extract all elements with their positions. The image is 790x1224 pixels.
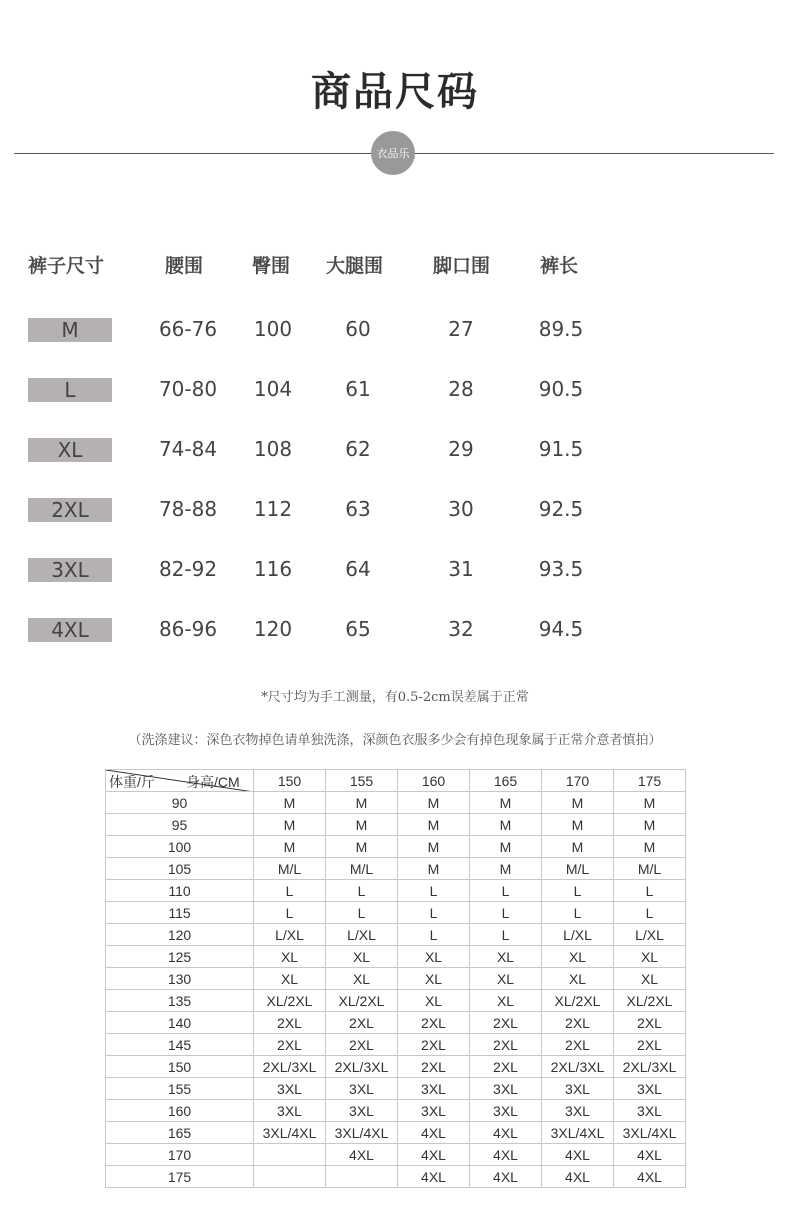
size-cell: XL bbox=[326, 946, 398, 968]
size-cell: M bbox=[470, 814, 542, 836]
corner-height-label: 身高/CM bbox=[186, 774, 240, 790]
size-cell: M bbox=[614, 836, 686, 858]
table-row bbox=[106, 946, 686, 968]
size-value: 82-92 bbox=[158, 557, 218, 581]
size-value: 62 bbox=[345, 437, 371, 461]
size-cell: XL bbox=[398, 946, 470, 968]
weight-cell: 130 bbox=[106, 968, 254, 990]
size-cell: 3XL bbox=[326, 1078, 398, 1100]
table-row bbox=[106, 1166, 686, 1188]
size-cell: 2XL bbox=[542, 1012, 614, 1034]
size-cell: 3XL/4XL bbox=[614, 1122, 686, 1144]
grid-corner bbox=[106, 770, 254, 792]
weight-cell: 95 bbox=[106, 814, 254, 836]
size-cell: 3XL/4XL bbox=[254, 1122, 326, 1144]
height-header: 165 bbox=[470, 770, 542, 792]
size-cell: M bbox=[398, 858, 470, 880]
table-row bbox=[106, 858, 686, 880]
size-value: 86-96 bbox=[158, 617, 218, 641]
size-cell: XL bbox=[542, 946, 614, 968]
size-table-header: 脚口围 bbox=[433, 255, 491, 277]
size-table-header: 大腿围 bbox=[326, 255, 384, 277]
size-cell: 2XL bbox=[398, 1012, 470, 1034]
weight-cell: 110 bbox=[106, 880, 254, 902]
size-value: 64 bbox=[345, 557, 371, 581]
size-value: 91.5 bbox=[538, 437, 584, 461]
table-row bbox=[106, 792, 686, 814]
size-value: 27 bbox=[448, 317, 474, 341]
size-recommend-table bbox=[105, 769, 686, 1188]
size-cell: 3XL bbox=[254, 1078, 326, 1100]
size-cell: XL bbox=[542, 968, 614, 990]
size-cell: M/L bbox=[326, 858, 398, 880]
size-cell: 3XL bbox=[542, 1100, 614, 1122]
size-label: XL bbox=[28, 438, 112, 462]
size-cell: XL bbox=[470, 968, 542, 990]
size-cell: XL bbox=[470, 990, 542, 1012]
height-header: 170 bbox=[542, 770, 614, 792]
size-cell: 4XL bbox=[398, 1144, 470, 1166]
size-cell: L/XL bbox=[326, 924, 398, 946]
weight-cell: 145 bbox=[106, 1034, 254, 1056]
size-cell: 2XL bbox=[254, 1034, 326, 1056]
size-cell: 2XL bbox=[542, 1034, 614, 1056]
size-cell: XL bbox=[254, 946, 326, 968]
size-cell: L/XL bbox=[614, 924, 686, 946]
size-cell: XL/2XL bbox=[254, 990, 326, 1012]
size-cell: XL bbox=[614, 946, 686, 968]
size-cell: M bbox=[614, 792, 686, 814]
size-cell: L bbox=[398, 924, 470, 946]
size-value: 66-76 bbox=[158, 317, 218, 341]
size-cell bbox=[254, 1166, 326, 1188]
size-value: 89.5 bbox=[538, 317, 584, 341]
size-cell: XL bbox=[398, 990, 470, 1012]
table-row bbox=[106, 1056, 686, 1078]
weight-cell: 125 bbox=[106, 946, 254, 968]
table-row bbox=[106, 1034, 686, 1056]
corner-weight-label: 体重/斤 bbox=[109, 774, 155, 790]
height-header: 175 bbox=[614, 770, 686, 792]
size-cell: 3XL bbox=[614, 1078, 686, 1100]
size-cell: 3XL/4XL bbox=[326, 1122, 398, 1144]
size-cell: M bbox=[614, 814, 686, 836]
size-table-header: 裤长 bbox=[540, 255, 579, 277]
size-cell: M bbox=[542, 836, 614, 858]
size-cell: 4XL bbox=[398, 1166, 470, 1188]
size-cell: 4XL bbox=[326, 1144, 398, 1166]
size-cell: M bbox=[398, 814, 470, 836]
size-cell: L bbox=[542, 880, 614, 902]
size-cell: M bbox=[542, 792, 614, 814]
weight-cell: 140 bbox=[106, 1012, 254, 1034]
size-cell: M bbox=[398, 792, 470, 814]
table-row bbox=[106, 814, 686, 836]
size-cell: 3XL/4XL bbox=[542, 1122, 614, 1144]
table-row bbox=[106, 990, 686, 1012]
table-row bbox=[106, 1122, 686, 1144]
size-cell: M bbox=[470, 836, 542, 858]
size-value: 61 bbox=[345, 377, 371, 401]
size-value: 94.5 bbox=[538, 617, 584, 641]
table-row bbox=[106, 924, 686, 946]
size-cell: XL bbox=[614, 968, 686, 990]
size-cell: M bbox=[326, 836, 398, 858]
size-value: 104 bbox=[253, 377, 293, 401]
table-row bbox=[106, 880, 686, 902]
weight-cell: 175 bbox=[106, 1166, 254, 1188]
size-cell: 2XL bbox=[470, 1034, 542, 1056]
size-cell: 3XL bbox=[614, 1100, 686, 1122]
size-value: 78-88 bbox=[158, 497, 218, 521]
wash-note: （洗涤建议：深色衣物掉色请单独洗涤，深颜色衣服多少会有掉色现象属于正常介意者慎拍） bbox=[128, 733, 662, 748]
size-cell: M bbox=[326, 814, 398, 836]
size-cell: 4XL bbox=[470, 1122, 542, 1144]
size-cell: 4XL bbox=[470, 1144, 542, 1166]
size-cell: M/L bbox=[542, 858, 614, 880]
size-cell: 2XL bbox=[470, 1056, 542, 1078]
size-cell: M bbox=[254, 836, 326, 858]
size-value: 74-84 bbox=[158, 437, 218, 461]
size-cell: 4XL bbox=[542, 1166, 614, 1188]
size-label: 3XL bbox=[28, 558, 112, 582]
size-cell: M bbox=[470, 858, 542, 880]
size-value: 120 bbox=[253, 617, 293, 641]
size-cell: 4XL bbox=[470, 1166, 542, 1188]
size-cell: XL bbox=[254, 968, 326, 990]
size-cell: L/XL bbox=[542, 924, 614, 946]
table-row bbox=[106, 1012, 686, 1034]
size-cell: L bbox=[254, 880, 326, 902]
weight-cell: 165 bbox=[106, 1122, 254, 1144]
size-cell: M bbox=[254, 792, 326, 814]
height-header: 155 bbox=[326, 770, 398, 792]
size-value: 93.5 bbox=[538, 557, 584, 581]
size-table-header: 裤子尺寸 bbox=[28, 255, 105, 277]
size-value: 29 bbox=[448, 437, 474, 461]
size-cell: 2XL/3XL bbox=[326, 1056, 398, 1078]
size-cell: L bbox=[542, 902, 614, 924]
size-cell: 3XL bbox=[398, 1100, 470, 1122]
size-cell: L bbox=[614, 902, 686, 924]
size-cell: L/XL bbox=[254, 924, 326, 946]
size-cell: 2XL bbox=[614, 1012, 686, 1034]
table-row bbox=[106, 1100, 686, 1122]
size-cell: M bbox=[398, 836, 470, 858]
size-cell: 2XL/3XL bbox=[542, 1056, 614, 1078]
size-cell: 2XL bbox=[614, 1034, 686, 1056]
size-cell: 3XL bbox=[470, 1100, 542, 1122]
size-cell: M/L bbox=[614, 858, 686, 880]
size-cell: 4XL bbox=[614, 1166, 686, 1188]
size-cell: XL/2XL bbox=[614, 990, 686, 1012]
size-cell: 3XL bbox=[542, 1078, 614, 1100]
size-cell: M bbox=[542, 814, 614, 836]
size-value: 28 bbox=[448, 377, 474, 401]
size-label: 2XL bbox=[28, 498, 112, 522]
height-header: 160 bbox=[398, 770, 470, 792]
size-cell: L bbox=[470, 880, 542, 902]
size-value: 112 bbox=[253, 497, 293, 521]
measure-note: *尺寸均为手工测量，有0.5-2cm误差属于正常 bbox=[261, 690, 529, 705]
height-header: 150 bbox=[254, 770, 326, 792]
size-cell: M bbox=[470, 792, 542, 814]
size-table-header: 腰围 bbox=[165, 255, 204, 277]
brand-badge: 衣品乐 bbox=[371, 131, 415, 175]
table-row bbox=[106, 1078, 686, 1100]
size-cell: L bbox=[398, 880, 470, 902]
size-cell: L bbox=[326, 880, 398, 902]
size-cell: M bbox=[326, 792, 398, 814]
size-cell: XL/2XL bbox=[542, 990, 614, 1012]
size-cell: L bbox=[326, 902, 398, 924]
weight-cell: 150 bbox=[106, 1056, 254, 1078]
size-value: 108 bbox=[253, 437, 293, 461]
size-value: 32 bbox=[448, 617, 474, 641]
size-cell: L bbox=[614, 880, 686, 902]
table-row bbox=[106, 836, 686, 858]
table-row bbox=[106, 902, 686, 924]
size-cell: 2XL/3XL bbox=[254, 1056, 326, 1078]
size-value: 65 bbox=[345, 617, 371, 641]
size-cell: 2XL bbox=[326, 1034, 398, 1056]
size-cell: 4XL bbox=[398, 1122, 470, 1144]
table-row bbox=[106, 968, 686, 990]
size-value: 100 bbox=[253, 317, 293, 341]
size-value: 90.5 bbox=[538, 377, 584, 401]
size-value: 70-80 bbox=[158, 377, 218, 401]
size-cell bbox=[254, 1144, 326, 1166]
size-table-header: 臀围 bbox=[252, 255, 291, 277]
table-row bbox=[106, 1144, 686, 1166]
grid-header-row bbox=[106, 770, 686, 792]
weight-cell: 100 bbox=[106, 836, 254, 858]
size-cell: 3XL bbox=[470, 1078, 542, 1100]
weight-cell: 170 bbox=[106, 1144, 254, 1166]
size-value: 63 bbox=[345, 497, 371, 521]
size-cell: 2XL bbox=[326, 1012, 398, 1034]
size-value: 92.5 bbox=[538, 497, 584, 521]
size-cell: XL bbox=[398, 968, 470, 990]
size-value: 30 bbox=[448, 497, 474, 521]
size-cell: L bbox=[470, 924, 542, 946]
weight-cell: 115 bbox=[106, 902, 254, 924]
size-cell: M/L bbox=[254, 858, 326, 880]
size-value: 31 bbox=[448, 557, 474, 581]
size-value: 60 bbox=[345, 317, 371, 341]
size-cell: 2XL bbox=[254, 1012, 326, 1034]
weight-cell: 105 bbox=[106, 858, 254, 880]
size-cell: XL/2XL bbox=[326, 990, 398, 1012]
weight-cell: 160 bbox=[106, 1100, 254, 1122]
size-cell: 4XL bbox=[542, 1144, 614, 1166]
size-cell: XL bbox=[470, 946, 542, 968]
size-label: L bbox=[28, 378, 112, 402]
page-title: 商品尺码 bbox=[311, 69, 479, 115]
size-cell: XL bbox=[326, 968, 398, 990]
size-label: M bbox=[28, 318, 112, 342]
size-cell: L bbox=[470, 902, 542, 924]
weight-cell: 90 bbox=[106, 792, 254, 814]
size-cell: M bbox=[254, 814, 326, 836]
size-cell: 4XL bbox=[614, 1144, 686, 1166]
size-cell: 3XL bbox=[398, 1078, 470, 1100]
size-cell: 2XL bbox=[398, 1056, 470, 1078]
size-cell: 2XL bbox=[398, 1034, 470, 1056]
weight-cell: 135 bbox=[106, 990, 254, 1012]
weight-cell: 120 bbox=[106, 924, 254, 946]
size-cell: 2XL bbox=[470, 1012, 542, 1034]
size-cell bbox=[326, 1166, 398, 1188]
size-cell: L bbox=[254, 902, 326, 924]
size-cell: 3XL bbox=[326, 1100, 398, 1122]
size-cell: 3XL bbox=[254, 1100, 326, 1122]
size-value: 116 bbox=[253, 557, 293, 581]
size-cell: L bbox=[398, 902, 470, 924]
size-label: 4XL bbox=[28, 618, 112, 642]
weight-cell: 155 bbox=[106, 1078, 254, 1100]
size-cell: 2XL/3XL bbox=[614, 1056, 686, 1078]
